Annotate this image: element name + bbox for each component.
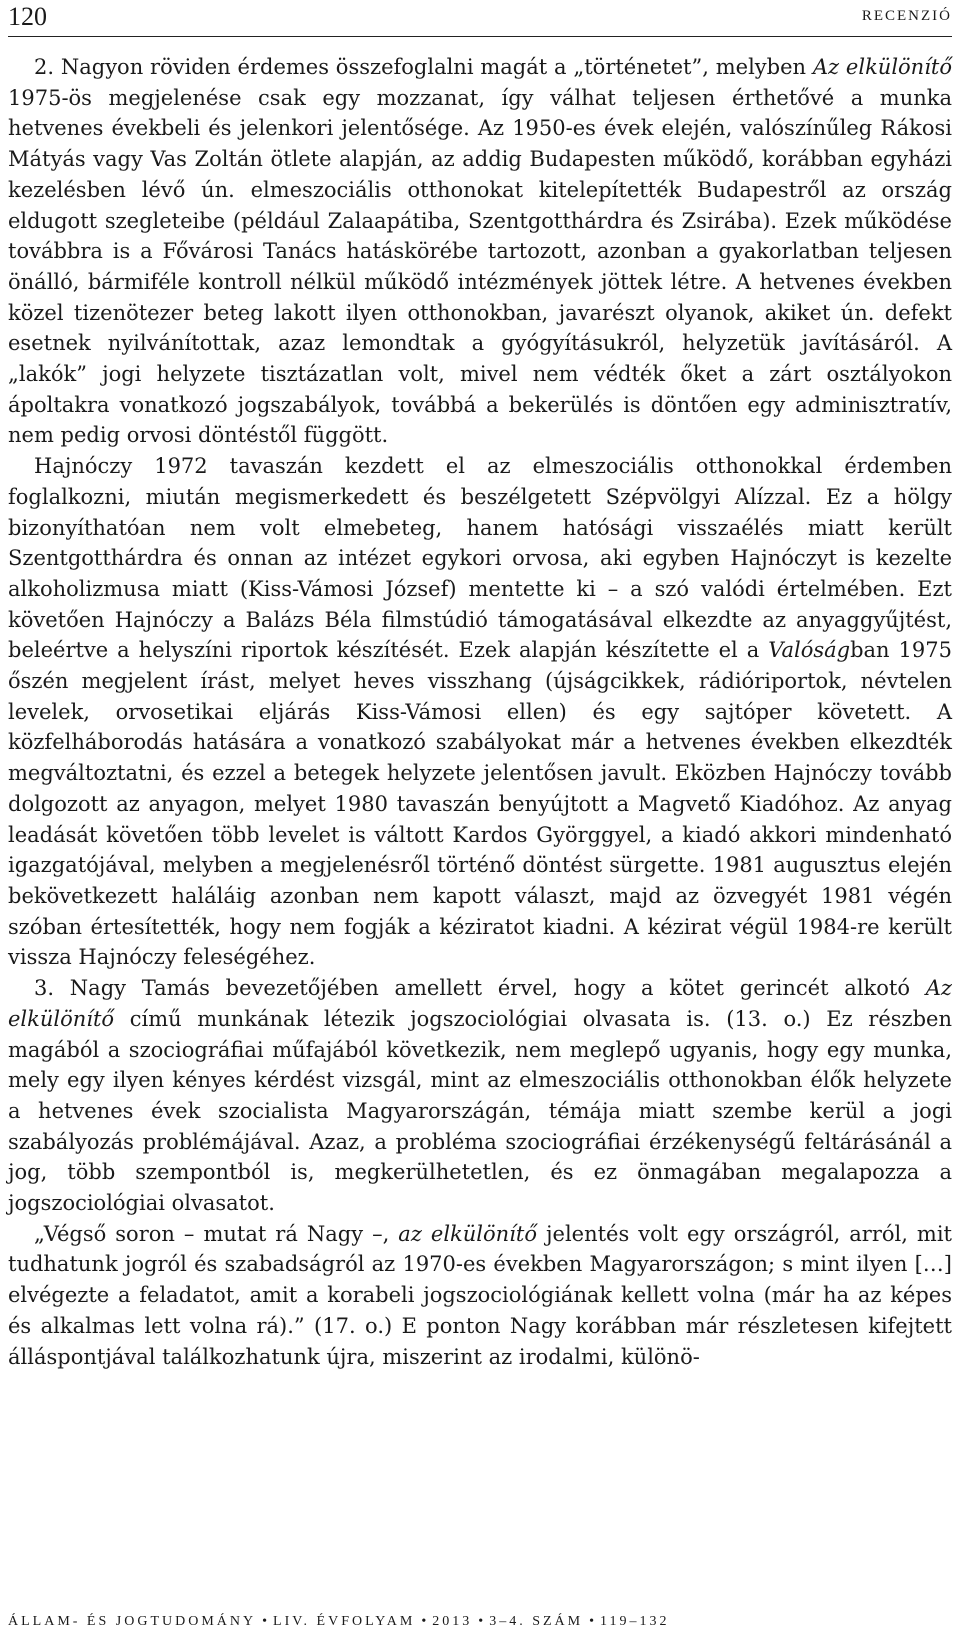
- paragraph-3: [8, 973, 952, 1219]
- book-title-italic: az elkülönítő: [398, 1221, 537, 1246]
- book-title-italic: Az elkülönítő: [812, 55, 953, 79]
- article-body: [8, 52, 952, 1372]
- paragraph-2: [8, 451, 952, 973]
- footer-separator: •: [478, 1614, 484, 1629]
- paragraph-4-text-a: „Végső soron – mutat rá Nagy –,: [34, 1221, 399, 1246]
- footer-separator: •: [589, 1614, 594, 1629]
- journal-title-italic: Valóság: [768, 638, 851, 663]
- footer-volume: LIV. ÉVFOLYAM: [273, 1614, 416, 1629]
- page-footer: [8, 1614, 952, 1630]
- paragraph-4-text-b: jelentés volt egy országról, arról, mit tudhatunk jogról és szabadságról az 1970-es években Magyarországon; s mint ilyen […] elvégezte a feladatot, amit a korabeli jogszociológiának kellett volna (már ha az képes és alkalmas lett volna rá).” (17. o.) E ponton Nagy korábban már részletesen kifejtett álláspontjával találkozhatunk újra, miszerint az irodalmi, különö-: [8, 1221, 952, 1369]
- section-label: RECENZIÓ: [861, 8, 952, 24]
- footer-year: 2013: [432, 1614, 473, 1629]
- paragraph-1-text-b: 1975-ös megjelenése csak egy mozzanat, így válhat teljesen érthetővé a munka hetvenes évekbeli és jelenkori jelentősége. Az 1950-es évek elején, valószínűleg Rákosi Mátyás vagy Vas Zoltán ötlete alapján, az addig Budapesten működő, korábban egyházi kezelésben lévő ún. elmeszociális otthonokat kitelepítették Budapestről az ország eldugott szegleteibe (például Zalaapátiba, Szentgotthárdra és Zsirába). Ezek működése továbbra is a Fővárosi Tanács hatáskörébe tartozott, azonban a gyakorlatban teljesen önálló, bármiféle kontroll nélkül működő intézmények jöttek létre. A hetvenes években közel tizenötezer beteg lakott ilyen otthonokban, javarészt olyanok, akiket ún. defekt esetnek nyilvánítottak, azaz lemondtak a gyógyításukról, helyzetük javításáról. A „lakók” jogi helyzete tisztázatlan volt, mivel nem védték őket a zárt osztályokon ápoltakra vonatkozó jogszabályok, továbbá a bekerülés is döntően egy adminisztratív, nem pedig orvosi döntéstől függött.: [8, 85, 952, 448]
- paragraph-3-text-a: 3. Nagy Tamás bevezetőjében amellett érvel, hogy a kötet gerincét alkotó: [34, 976, 926, 1001]
- footer-pages: 119–132: [600, 1614, 670, 1629]
- paragraph-4: [8, 1219, 952, 1373]
- footer-journal: ÁLLAM- ÉS JOGTUDOMÁNY: [8, 1614, 257, 1629]
- paragraph-1-text-a: 2. Nagyon röviden érdemes összefoglalni magát a „történetet”, melyben: [34, 55, 813, 79]
- footer-separator: •: [262, 1614, 268, 1629]
- book-title-italic: Az elkülönítő: [8, 976, 952, 1031]
- footer-issue: 3–4. SZÁM: [489, 1614, 584, 1629]
- paragraph-2-text-b: ban 1975 őszén megjelent írást, melyet heves visszhang (újságcikkek, rádióriportok, névtelen levelek, orvosetikai eljárás Kiss-Vámosi ellen) és egy sajtóper követett. A közfelháborodás hatására a vonatkozó szabályokat már a hetvenes években elkezdték megváltoztatni, és ezzel a betegek helyzete jelentősen javult. Eközben Hajnóczy tovább dolgozott az anyagon, melyet 1980 tavaszán benyújtott a Magvető Kiadóhoz. Az anyag leadását követően több levelet is váltott Kardos Györggyel, a kiadó akkori mindenható igazgatójával, melyben a megjelenésről történő döntést sürgette. 1981 augusztus elején bekövetkezett haláláig azonban nem kapott választ, majd az özvegyét 1981 végén szóban értesítették, hogy nem fogják a kéziratot kiadni. A kézirat végül 1984-re került vissza Hajnóczy feleségéhez.: [8, 638, 952, 970]
- paragraph-3-text-b: című munkának létezik jogszociológiai olvasata is. (13. o.) Ez részben magából a szociográfiai műfajából következik, nem meglepő ugyanis, hogy egy munka, mely egy ilyen kényes kérdést vizsgál, mint az elmeszociális otthonokban élők helyzete a hetvenes évek szocialista Magyarországán, témája miatt szembe kerül a jogi szabályozás problémájával. Azaz, a probléma szociográfiai érzékenységű feltárásánál a jog, több szempontból is, megkerülhetetlen, és ez önmagában megalapozza a jogszociológiai olvasatot.: [8, 1006, 952, 1216]
- page-number: 120: [8, 2, 47, 31]
- footer-separator: •: [421, 1614, 427, 1629]
- paragraph-2-text-a: Hajnóczy 1972 tavaszán kezdett el az elmeszociális otthonokkal érdemben foglalkozni, miután megismerkedett és beszélgetett Szépvölgyi Alízzal. Ez a hölgy bizonyíthatóan nem volt elmebeteg, hanem hatósági visszaélés miatt került Szentgotthárdra és onnan az intézet egykori orvosa, aki egyben Hajnóczyt is kezelte alkoholizmusa miatt (Kiss-Vámosi József) mentette ki – a szó valódi értelmében. Ezt követően Hajnóczy a Balázs Béla filmstúdió támogatásával elkezdte az anyaggyűjtést, beleértve a helyszíni riportok készítését. Ezek alapján készítette el a: [8, 454, 952, 663]
- page-header: [8, 0, 952, 37]
- paragraph-1: [8, 52, 952, 451]
